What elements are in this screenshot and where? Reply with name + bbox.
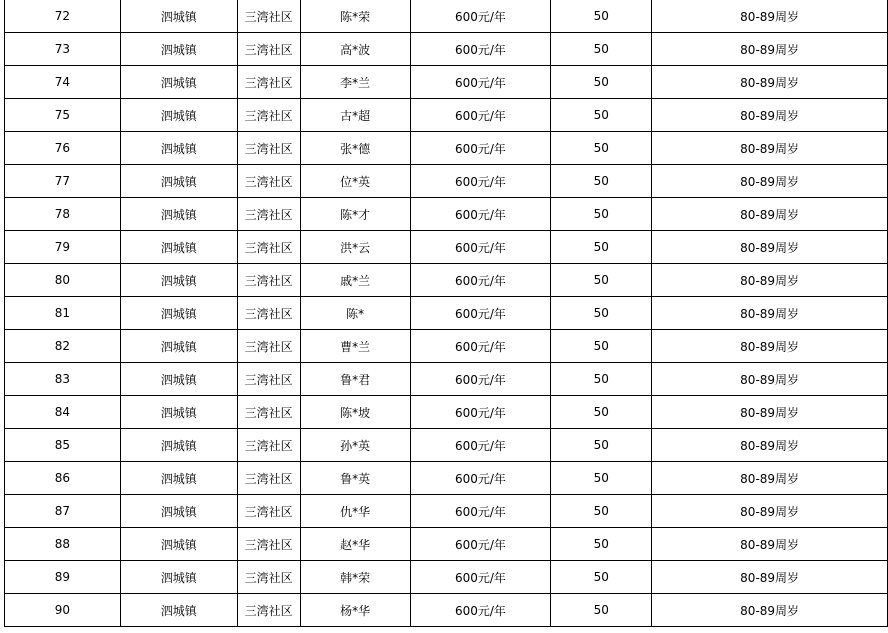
cell-community[interactable]: 三湾社区 — [237, 66, 300, 99]
cell-row-number[interactable]: 86 — [5, 462, 121, 495]
table-body — [5, 0, 888, 627]
cell-row-number[interactable]: 83 — [5, 363, 121, 396]
cell-row-number[interactable]: 74 — [5, 66, 121, 99]
table-row — [5, 462, 888, 495]
cell-age-group[interactable]: 80-89周岁 — [652, 198, 888, 231]
cell-monthly-amount[interactable]: 50 — [551, 66, 652, 99]
cell-community[interactable]: 三湾社区 — [237, 198, 300, 231]
cell-community[interactable]: 三湾社区 — [237, 528, 300, 561]
cell-subsidy-amount[interactable]: 600元/年 — [410, 429, 551, 462]
cell-monthly-amount[interactable]: 50 — [551, 462, 652, 495]
cell-person-name[interactable]: 韩*荣 — [300, 561, 410, 594]
cell-person-name[interactable]: 洪*云 — [300, 231, 410, 264]
cell-age-group[interactable]: 80-89周岁 — [652, 495, 888, 528]
table-row — [5, 297, 888, 330]
cell-row-number[interactable]: 75 — [5, 99, 121, 132]
table-row — [5, 429, 888, 462]
cell-subsidy-amount[interactable]: 600元/年 — [410, 33, 551, 66]
cell-monthly-amount[interactable]: 50 — [551, 396, 652, 429]
cell-subsidy-amount[interactable]: 600元/年 — [410, 462, 551, 495]
table-row — [5, 132, 888, 165]
cell-monthly-amount[interactable]: 50 — [551, 198, 652, 231]
cell-subsidy-amount[interactable]: 600元/年 — [410, 198, 551, 231]
table-row — [5, 396, 888, 429]
cell-community[interactable]: 三湾社区 — [237, 429, 300, 462]
cell-row-number[interactable]: 89 — [5, 561, 121, 594]
table-row — [5, 66, 888, 99]
cell-community[interactable]: 三湾社区 — [237, 165, 300, 198]
cell-person-name[interactable]: 戚*兰 — [300, 264, 410, 297]
cell-monthly-amount[interactable]: 50 — [551, 363, 652, 396]
cell-monthly-amount[interactable]: 50 — [551, 561, 652, 594]
cell-community[interactable]: 三湾社区 — [237, 396, 300, 429]
cell-row-number[interactable]: 76 — [5, 132, 121, 165]
cell-town[interactable]: 泗城镇 — [120, 495, 237, 528]
table-row — [5, 594, 888, 627]
cell-row-number[interactable]: 78 — [5, 198, 121, 231]
cell-person-name[interactable]: 高*波 — [300, 33, 410, 66]
table-row — [5, 330, 888, 363]
cell-subsidy-amount[interactable]: 600元/年 — [410, 264, 551, 297]
cell-row-number[interactable]: 73 — [5, 33, 121, 66]
table-row — [5, 99, 888, 132]
cell-subsidy-amount[interactable]: 600元/年 — [410, 528, 551, 561]
cell-age-group[interactable]: 80-89周岁 — [652, 264, 888, 297]
cell-person-name[interactable]: 陈*荣 — [300, 0, 410, 33]
cell-subsidy-amount[interactable]: 600元/年 — [410, 66, 551, 99]
table-row — [5, 528, 888, 561]
cell-subsidy-amount[interactable]: 600元/年 — [410, 594, 551, 627]
table-row — [5, 264, 888, 297]
cell-age-group[interactable]: 80-89周岁 — [652, 429, 888, 462]
cell-town[interactable]: 泗城镇 — [120, 528, 237, 561]
cell-subsidy-amount[interactable]: 600元/年 — [410, 363, 551, 396]
cell-monthly-amount[interactable]: 50 — [551, 0, 652, 33]
cell-row-number[interactable]: 77 — [5, 165, 121, 198]
cell-person-name[interactable]: 孙*英 — [300, 429, 410, 462]
cell-row-number[interactable]: 90 — [5, 594, 121, 627]
cell-town[interactable]: 泗城镇 — [120, 99, 237, 132]
cell-subsidy-amount[interactable]: 600元/年 — [410, 330, 551, 363]
cell-monthly-amount[interactable]: 50 — [551, 528, 652, 561]
cell-community[interactable]: 三湾社区 — [237, 363, 300, 396]
cell-monthly-amount[interactable]: 50 — [551, 594, 652, 627]
cell-community[interactable]: 三湾社区 — [237, 132, 300, 165]
table-row — [5, 0, 888, 33]
cell-age-group[interactable]: 80-89周岁 — [652, 165, 888, 198]
cell-age-group[interactable]: 80-89周岁 — [652, 231, 888, 264]
cell-subsidy-amount[interactable]: 600元/年 — [410, 165, 551, 198]
cell-row-number[interactable]: 79 — [5, 231, 121, 264]
cell-town[interactable]: 泗城镇 — [120, 165, 237, 198]
cell-person-name[interactable]: 仇*华 — [300, 495, 410, 528]
cell-monthly-amount[interactable]: 50 — [551, 33, 652, 66]
cell-row-number[interactable]: 85 — [5, 429, 121, 462]
cell-town[interactable]: 泗城镇 — [120, 297, 237, 330]
cell-person-name[interactable]: 曹*兰 — [300, 330, 410, 363]
cell-monthly-amount[interactable]: 50 — [551, 429, 652, 462]
cell-age-group[interactable]: 80-89周岁 — [652, 132, 888, 165]
cell-person-name[interactable]: 陈* — [300, 297, 410, 330]
cell-community[interactable]: 三湾社区 — [237, 561, 300, 594]
cell-subsidy-amount[interactable]: 600元/年 — [410, 99, 551, 132]
cell-subsidy-amount[interactable]: 600元/年 — [410, 0, 551, 33]
cell-subsidy-amount[interactable]: 600元/年 — [410, 297, 551, 330]
table-row — [5, 363, 888, 396]
cell-town[interactable]: 泗城镇 — [120, 429, 237, 462]
cell-town[interactable]: 泗城镇 — [120, 594, 237, 627]
cell-town[interactable]: 泗城镇 — [120, 0, 237, 33]
cell-age-group[interactable]: 80-89周岁 — [652, 33, 888, 66]
cell-row-number[interactable]: 81 — [5, 297, 121, 330]
cell-age-group[interactable]: 80-89周岁 — [652, 66, 888, 99]
table-row — [5, 33, 888, 66]
cell-community[interactable]: 三湾社区 — [237, 330, 300, 363]
cell-age-group[interactable]: 80-89周岁 — [652, 297, 888, 330]
cell-age-group[interactable]: 80-89周岁 — [652, 330, 888, 363]
cell-subsidy-amount[interactable]: 600元/年 — [410, 561, 551, 594]
cell-community[interactable]: 三湾社区 — [237, 264, 300, 297]
cell-row-number[interactable]: 80 — [5, 264, 121, 297]
cell-town[interactable]: 泗城镇 — [120, 396, 237, 429]
table-row — [5, 165, 888, 198]
cell-person-name[interactable]: 陈*才 — [300, 198, 410, 231]
cell-age-group[interactable]: 80-89周岁 — [652, 528, 888, 561]
table-row — [5, 198, 888, 231]
cell-town[interactable]: 泗城镇 — [120, 231, 237, 264]
cell-subsidy-amount[interactable]: 600元/年 — [410, 495, 551, 528]
cell-person-name[interactable]: 赵*华 — [300, 528, 410, 561]
cell-age-group[interactable]: 80-89周岁 — [652, 561, 888, 594]
cell-age-group[interactable]: 80-89周岁 — [652, 0, 888, 33]
cell-community[interactable]: 三湾社区 — [237, 462, 300, 495]
cell-person-name[interactable]: 位*英 — [300, 165, 410, 198]
cell-row-number[interactable]: 72 — [5, 0, 121, 33]
cell-row-number[interactable]: 87 — [5, 495, 121, 528]
cell-age-group[interactable]: 80-89周岁 — [652, 99, 888, 132]
cell-subsidy-amount[interactable]: 600元/年 — [410, 231, 551, 264]
cell-monthly-amount[interactable]: 50 — [551, 330, 652, 363]
cell-town[interactable]: 泗城镇 — [120, 198, 237, 231]
table-row — [5, 231, 888, 264]
cell-person-name[interactable]: 鲁*英 — [300, 462, 410, 495]
cell-town[interactable]: 泗城镇 — [120, 33, 237, 66]
cell-person-name[interactable]: 古*超 — [300, 99, 410, 132]
table-row — [5, 495, 888, 528]
cell-person-name[interactable]: 陈*坡 — [300, 396, 410, 429]
cell-age-group[interactable]: 80-89周岁 — [652, 396, 888, 429]
cell-monthly-amount[interactable]: 50 — [551, 165, 652, 198]
cell-community[interactable]: 三湾社区 — [237, 99, 300, 132]
cell-town[interactable]: 泗城镇 — [120, 132, 237, 165]
cell-community[interactable]: 三湾社区 — [237, 0, 300, 33]
cell-town[interactable]: 泗城镇 — [120, 462, 237, 495]
cell-row-number[interactable]: 82 — [5, 330, 121, 363]
cell-community[interactable]: 三湾社区 — [237, 594, 300, 627]
spreadsheet-table — [4, 0, 888, 627]
cell-community[interactable]: 三湾社区 — [237, 231, 300, 264]
cell-person-name[interactable]: 鲁*君 — [300, 363, 410, 396]
cell-town[interactable]: 泗城镇 — [120, 363, 237, 396]
cell-row-number[interactable]: 84 — [5, 396, 121, 429]
cell-monthly-amount[interactable]: 50 — [551, 495, 652, 528]
cell-town[interactable]: 泗城镇 — [120, 264, 237, 297]
cell-age-group[interactable]: 80-89周岁 — [652, 363, 888, 396]
cell-community[interactable]: 三湾社区 — [237, 495, 300, 528]
cell-person-name[interactable]: 李*兰 — [300, 66, 410, 99]
cell-monthly-amount[interactable]: 50 — [551, 231, 652, 264]
cell-age-group[interactable]: 80-89周岁 — [652, 462, 888, 495]
cell-subsidy-amount[interactable]: 600元/年 — [410, 396, 551, 429]
cell-community[interactable]: 三湾社区 — [237, 33, 300, 66]
cell-monthly-amount[interactable]: 50 — [551, 132, 652, 165]
cell-town[interactable]: 泗城镇 — [120, 330, 237, 363]
cell-age-group[interactable]: 80-89周岁 — [652, 594, 888, 627]
cell-person-name[interactable]: 杨*华 — [300, 594, 410, 627]
cell-monthly-amount[interactable]: 50 — [551, 99, 652, 132]
cell-row-number[interactable]: 88 — [5, 528, 121, 561]
cell-subsidy-amount[interactable]: 600元/年 — [410, 132, 551, 165]
cell-monthly-amount[interactable]: 50 — [551, 297, 652, 330]
cell-monthly-amount[interactable]: 50 — [551, 264, 652, 297]
cell-town[interactable]: 泗城镇 — [120, 66, 237, 99]
cell-person-name[interactable]: 张*德 — [300, 132, 410, 165]
cell-town[interactable]: 泗城镇 — [120, 561, 237, 594]
table-row — [5, 561, 888, 594]
cell-community[interactable]: 三湾社区 — [237, 297, 300, 330]
